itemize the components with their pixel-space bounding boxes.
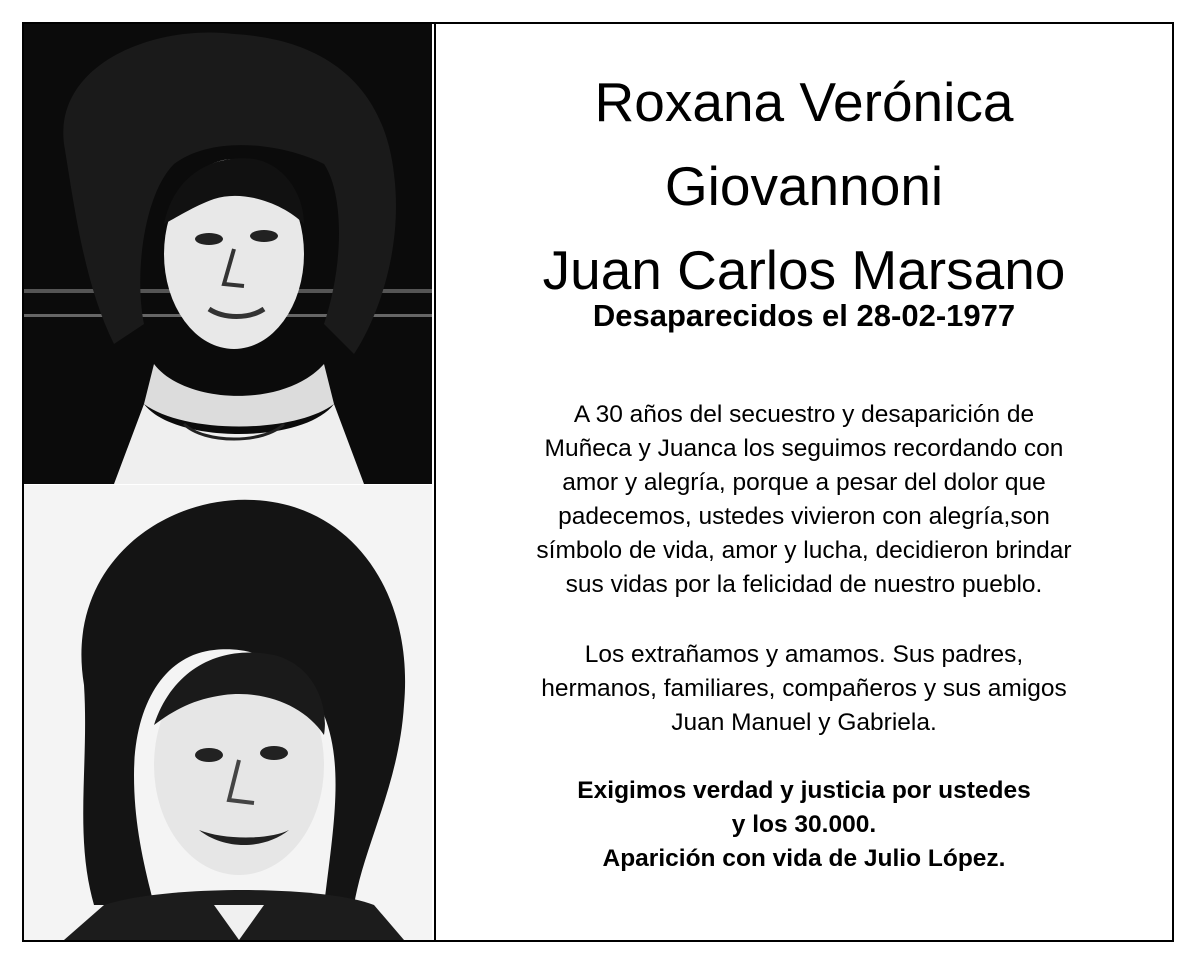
signature-line: hermanos, familiares, compañeros y sus amigos	[541, 675, 1067, 702]
tribute-line: padecemos, ustedes vivieron con alegría,son	[558, 503, 1050, 530]
tribute-line: A 30 años del secuestro y desaparición de	[573, 401, 1035, 428]
disappearance-date: Desaparecidos el 28-02-1977	[592, 298, 1016, 333]
name-line-2: Giovannoni	[664, 155, 944, 217]
demand-paragraph	[504, 774, 1104, 876]
tribute-line: Muñeca y Juanca los seguimos recordando con	[544, 435, 1064, 462]
names-heading	[434, 60, 1174, 312]
signature-paragraph	[504, 638, 1104, 740]
signature-line: Los extrañamos y amamos. Sus padres,	[584, 641, 1024, 668]
portrait-photo-man	[24, 485, 432, 940]
demand-line: Exigimos verdad y justicia por ustedes	[577, 777, 1031, 804]
name-line-3: Juan Carlos Marsano	[542, 239, 1066, 301]
notice-text	[434, 24, 1174, 940]
memorial-notice	[22, 22, 1174, 942]
portrait-photo-woman	[24, 24, 432, 484]
tribute-paragraph	[504, 398, 1104, 602]
tribute-line: sus vidas por la felicidad de nuestro pueblo.	[565, 571, 1043, 598]
demand-line: y los 30.000.	[731, 811, 877, 838]
signature-line: Juan Manuel y Gabriela.	[671, 709, 937, 736]
name-line-1: Roxana Verónica	[594, 71, 1014, 133]
demand-line: Aparición con vida de Julio López.	[602, 845, 1006, 872]
photo-column	[24, 24, 436, 940]
tribute-line: amor y alegría, porque a pesar del dolor que	[562, 469, 1046, 496]
tribute-line: símbolo de vida, amor y lucha, decidieron brindar	[536, 537, 1072, 564]
